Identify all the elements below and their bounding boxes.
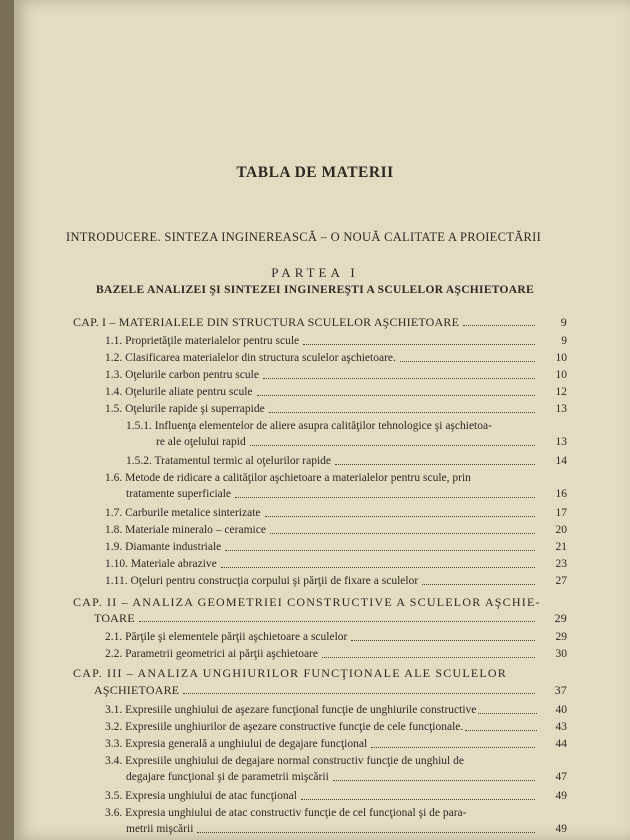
toc-entry: 1.9. Diamante industriale 21 bbox=[105, 537, 567, 554]
toc-entry-line: 1.6. Metode de ridicare a calităţilor aşchietoare a materialelor pentru scule, prin bbox=[105, 472, 471, 484]
toc-entry: 3.5. Expresia unghiului de atac funcţional 49 bbox=[105, 786, 567, 803]
toc-entry: 1.3. Oţelurile carbon pentru scule 10 bbox=[105, 365, 567, 382]
page-title: TABLA DE MATERII bbox=[236, 164, 394, 181]
toc-entry: 1.10. Materiale abrazive 23 bbox=[105, 554, 567, 571]
toc-entry-line: 1.5.1. Influenţa elementelor de aliere asupra calităţilor tehnologice şi aşchietoa- bbox=[126, 420, 492, 432]
toc-entry: 1.5. Oţelurile rapide şi superrapide 13 bbox=[105, 399, 567, 416]
toc-entry: 2.1. Părţile şi elementele părţii aşchietoare a sculelor 29 bbox=[105, 627, 567, 644]
toc-entry: degajare funcţional şi de parametrii mişcării 47 bbox=[126, 767, 567, 784]
toc-entry: re ale oţelului rapid 13 bbox=[156, 432, 567, 449]
toc-entry-line: 3.6. Expresia unghiului de atac constructiv funcţie de cel funcţional şi de para- bbox=[105, 807, 467, 819]
part-title: PARTEA I bbox=[271, 265, 359, 280]
toc-entry: 2.2. Parametrii geometrici ai părţii aşchietoare 30 bbox=[105, 644, 567, 661]
toc-entry: 1.5.2. Tratamentul termic al oţelurilor rapide 14 bbox=[126, 451, 567, 468]
toc-entry: 3.1. Expresiile unghiului de aşezare funcţional funcţie de unghiurile constructive 40 bbox=[105, 700, 567, 717]
toc-entry: 1.2. Clasificarea materialelor din structura sculelor aşchietoare. 10 bbox=[105, 348, 567, 365]
toc-chapter-2: CAP. II – ANALIZA GEOMETRIEI CONSTRUCTIVE A SCULELOR AŞCHIE- bbox=[73, 595, 541, 609]
toc-chapter-3: CAP. III – ANALIZA UNGHIURILOR FUNCŢIONALE ALE SCULELOR bbox=[73, 666, 507, 680]
toc-entry: 3.3. Expresia generală a unghiului de degajare funcţional 44 bbox=[105, 734, 567, 751]
toc-entry-line: 3.4. Expresiile unghiului de degajare normal constructiv funcţie de unghiul de bbox=[105, 755, 464, 767]
toc-entry: 3.2. Expresiile unghiurilor de aşezare constructive funcţie de cele funcţionale. 43 bbox=[105, 717, 567, 734]
toc-chapter-3-cont: AŞCHIETOARE 37 bbox=[94, 680, 567, 697]
toc-entry: tratamente superficiale 16 bbox=[126, 484, 567, 501]
toc-chapter-1: CAP. I – MATERIALELE DIN STRUCTURA SCULELOR AŞCHIETOARE 9 bbox=[73, 312, 567, 329]
introduction-heading: INTRODUCERE. SINTEZA INGINEREASCĂ – O NOUĂ CALITATE A PROIECTĂRII bbox=[66, 230, 542, 244]
toc-chapter-2-cont: TOARE 29 bbox=[94, 608, 567, 625]
toc-entry: 1.8. Materiale mineralo – ceramice 20 bbox=[105, 520, 567, 537]
toc-entry: 1.11. Oţeluri pentru construcţia corpului şi părţii de fixare a sculelor 27 bbox=[105, 571, 567, 588]
part-subtitle: BAZELE ANALIZEI ŞI SINTEZEI INGINEREŞTI A SCULELOR AŞCHIETOARE bbox=[96, 284, 534, 296]
toc-entry: 1.7. Carburile metalice sinterizate 17 bbox=[105, 503, 567, 520]
toc-entry: metrii mişcării 49 bbox=[126, 819, 567, 836]
toc-entry: 1.1. Proprietăţile materialelor pentru scule 9 bbox=[105, 331, 567, 348]
toc-entry: 1.4. Oţelurile aliate pentru scule 12 bbox=[105, 382, 567, 399]
